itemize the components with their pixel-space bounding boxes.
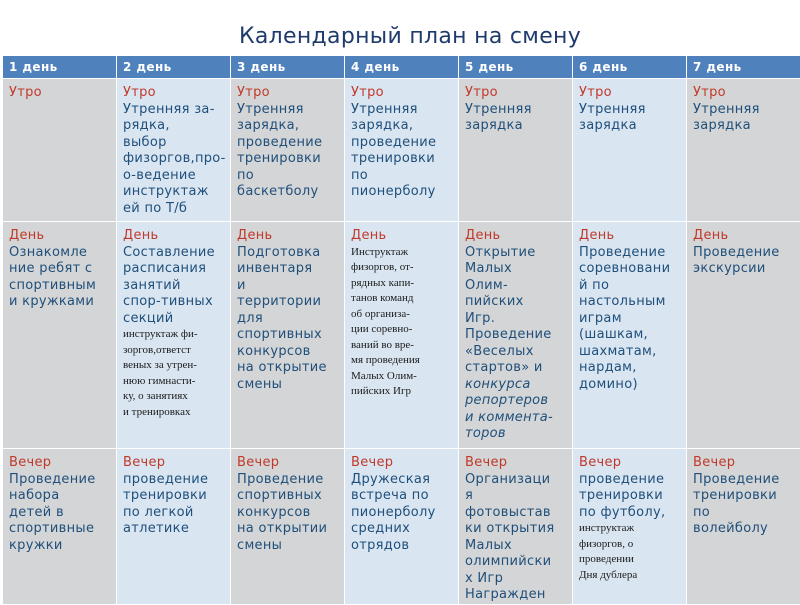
cell-italic-text: конкурса репортеров и коммента- торов (465, 377, 568, 443)
morning-cell-day2 (117, 79, 231, 222)
day-cell-day6 (573, 222, 687, 449)
day-label: День (465, 228, 568, 245)
cell-serif-text: инструктаж физоргов, о проведении Дня дублера (579, 521, 682, 583)
morning-label: Утро (237, 85, 340, 102)
day-cell-day2 (117, 222, 231, 449)
day-label: День (9, 228, 112, 245)
day-header: 5 день (459, 56, 573, 79)
day-cell-day3 (231, 222, 345, 449)
day-label: День (123, 228, 226, 245)
morning-cell-day3 (231, 79, 345, 222)
day-header: 7 день (687, 56, 800, 79)
cell-text: Открытие Малых Олим- пийских Игр. Проведение «Веселых стартов» и (465, 245, 568, 377)
day-header: 3 день (231, 56, 345, 79)
morning-label: Утро (9, 85, 112, 102)
evening-label: Вечер (693, 455, 796, 472)
day-label: День (351, 228, 454, 245)
day-header: 2 день (117, 56, 231, 79)
evening-label: Вечер (579, 455, 682, 472)
cell-text: Утренняя за- рядка, выбор физоргов,про- о-ведение инструктаж ей по Т/б (123, 102, 226, 218)
evening-cell-day1 (3, 449, 117, 605)
cell-text: Подготовка инвентаря и территории для спортивных конкурсов на открытие смены (237, 245, 340, 394)
cell-serif-text: инструктаж фи- зоргов,ответст веных за утрен- нюю гимнасти- ку, о занятиях и тренировках (123, 327, 226, 420)
cell-text: проведение тренировки по легкой атлетике (123, 472, 226, 538)
evening-cell-day6 (573, 449, 687, 605)
cell-text: Утренняя зарядка, проведение тренировки по баскетболу (237, 102, 340, 201)
evening-cell-day3 (231, 449, 345, 605)
cell-text: Ознакомле ние ребят с спортивным и кружками (9, 245, 112, 311)
cell-text: Утренняя зарядка (693, 102, 796, 135)
cell-text: Проведение набора детей в спортивные кружки (9, 472, 112, 555)
morning-cell-day5 (459, 79, 573, 222)
morning-row (3, 79, 800, 222)
evening-label: Вечер (237, 455, 340, 472)
day-cell-day5 (459, 222, 573, 449)
morning-label: Утро (123, 85, 226, 102)
morning-cell-day7 (687, 79, 800, 222)
day-header: 1 день (3, 56, 117, 79)
morning-label: Утро (351, 85, 454, 102)
evening-label: Вечер (351, 455, 454, 472)
morning-cell-day4 (345, 79, 459, 222)
cell-text: Утренняя зарядка, проведение тренировки по пионерболу (351, 102, 454, 201)
evening-label: Вечер (9, 455, 112, 472)
cell-text: Организаци я фотовыстав ки открытия Малых олимпийски х Игр Награжден (465, 472, 568, 604)
day-header: 4 день (345, 56, 459, 79)
day-label: День (693, 228, 796, 245)
day-header: 6 день (573, 56, 687, 79)
cell-text: Составление расписания занятий спор-тивных секций (123, 245, 226, 328)
morning-label: Утро (465, 85, 568, 102)
evening-cell-day2 (117, 449, 231, 605)
cell-text: Проведение тренировки по волейболу (693, 472, 796, 538)
cell-text: Проведение спортивных конкурсов на открытии смены (237, 472, 340, 555)
day-label: День (237, 228, 340, 245)
cell-text: Дружеская встреча по пионерболу средних отрядов (351, 472, 454, 555)
day-row (3, 222, 800, 449)
evening-cell-day4 (345, 449, 459, 605)
cell-text: Утренняя зарядка (579, 102, 682, 135)
cell-text: проведение тренировки по футболу, (579, 472, 682, 522)
evening-cell-day5 (459, 449, 573, 605)
day-cell-day7 (687, 222, 800, 449)
day-cell-day1 (3, 222, 117, 449)
page-title: Календарный план на смену (0, 24, 800, 49)
cell-text: Проведение экскурсии (693, 245, 796, 278)
header-row (3, 56, 800, 79)
cell-text: Утренняя зарядка (465, 102, 568, 135)
evening-row (3, 449, 800, 605)
day-label: День (579, 228, 682, 245)
evening-label: Вечер (465, 455, 568, 472)
morning-label: Утро (693, 85, 796, 102)
morning-cell-day1 (3, 79, 117, 222)
day-cell-day4 (345, 222, 459, 449)
evening-label: Вечер (123, 455, 226, 472)
cell-text: Проведение соревновани й по настольным играм (шашкам, шахматам, нардам, домино) (579, 245, 682, 394)
calendar-table (2, 55, 800, 605)
morning-label: Утро (579, 85, 682, 102)
cell-serif-text: Инструктаж физоргов, от- рядных капи- танов команд об организа- ции соревно- ваний во вре- мя проведения Малых Олим- пийских Игр (351, 245, 454, 400)
evening-cell-day7 (687, 449, 800, 605)
morning-cell-day6 (573, 79, 687, 222)
